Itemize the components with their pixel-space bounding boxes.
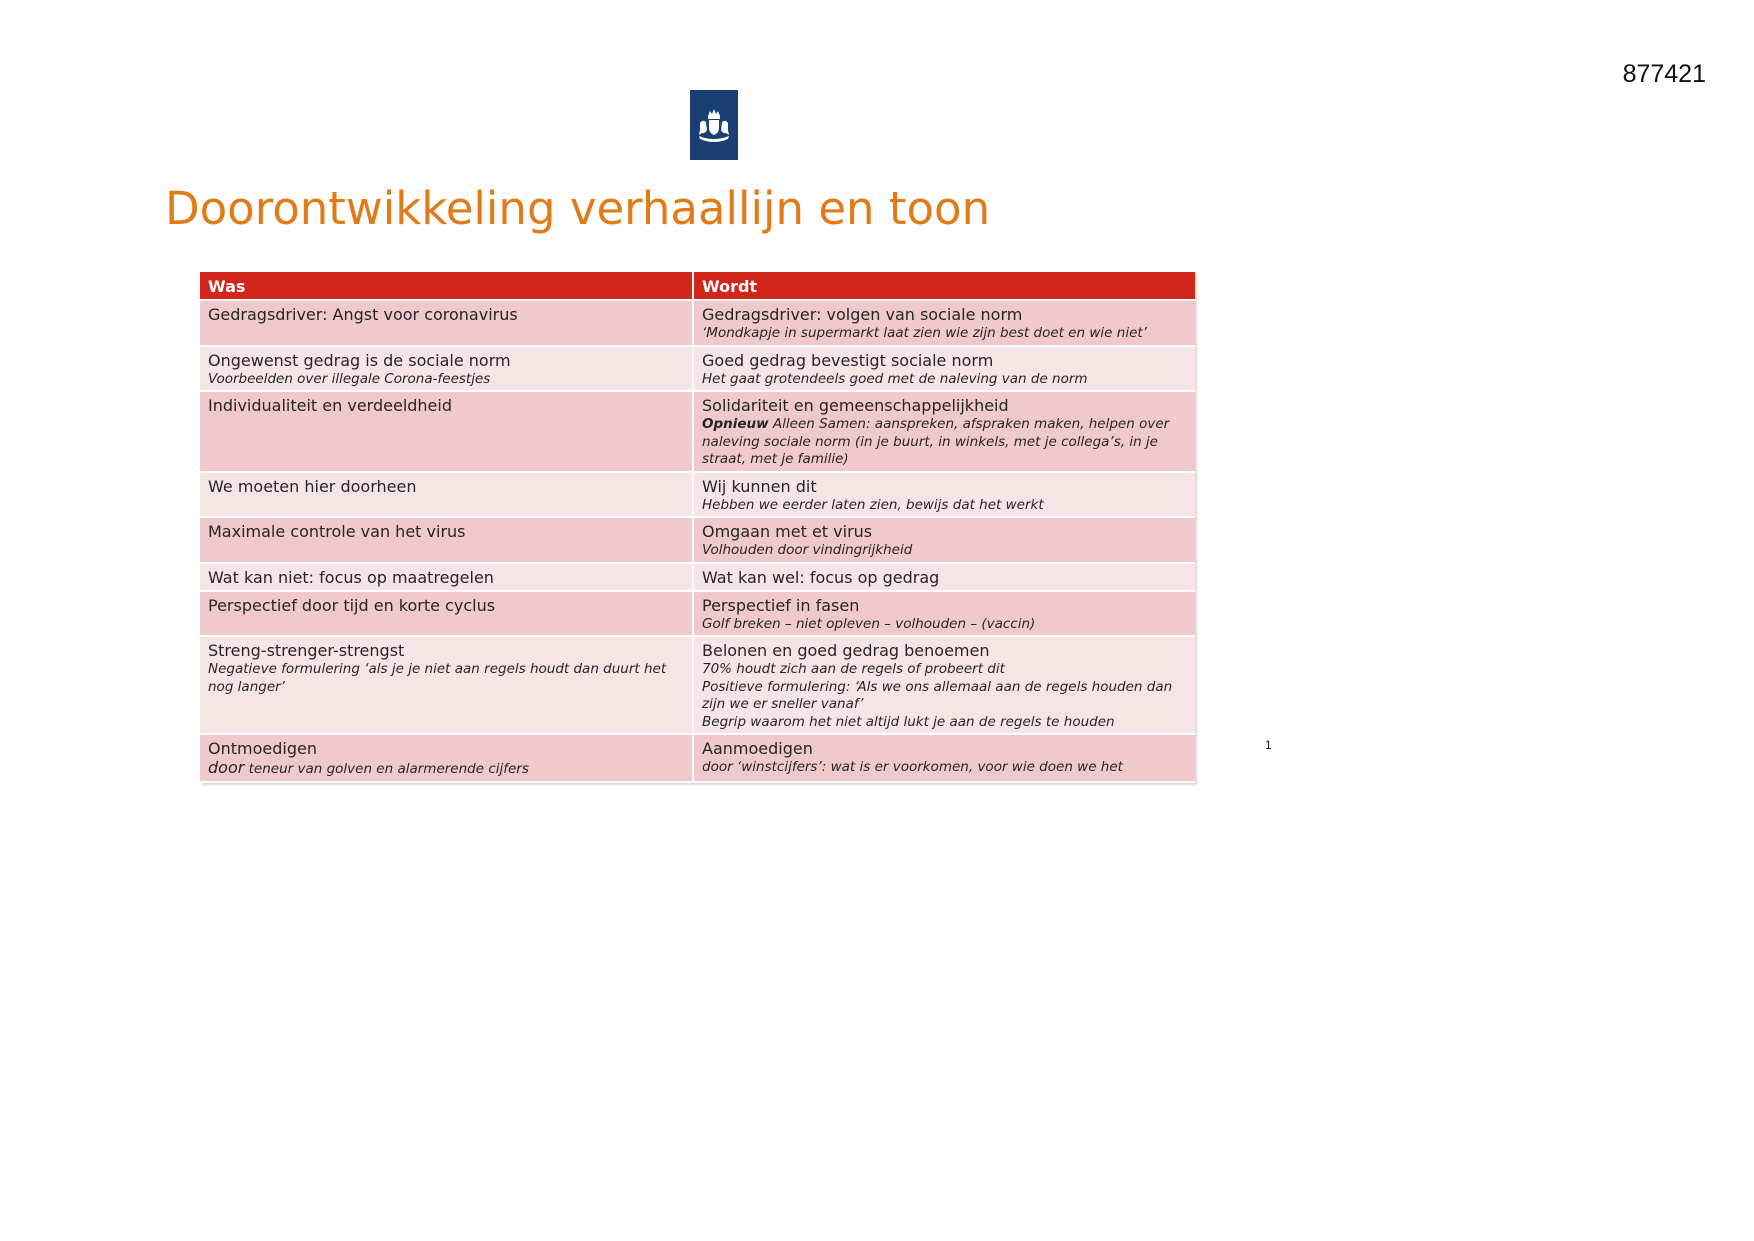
page-number: 1	[1265, 738, 1272, 752]
cell-wordt	[693, 563, 1195, 591]
cell-was	[200, 472, 693, 518]
cell-sub-text: Negatieve formulering ‘als je je niet aan regels houdt dan duurt het nog langer’	[208, 661, 667, 695]
cell-main-text: Ongewenst gedrag is de sociale norm	[208, 350, 511, 370]
cell-wordt	[693, 346, 1195, 392]
cell-wordt	[693, 472, 1195, 518]
table-row	[200, 563, 1195, 591]
header-wordt: Wordt	[693, 272, 1195, 300]
table-row	[200, 591, 1195, 637]
cell-sub-text: Volhouden door vindingrijkheid	[702, 542, 913, 558]
cell-main-text: Omgaan met et virus	[702, 522, 873, 541]
table-row	[200, 300, 1195, 346]
cell-main-text: Goed gedrag bevestigt sociale norm	[702, 350, 994, 370]
cell-sub-line: 70% houdt zich aan de regels of probeert dit	[702, 661, 1005, 677]
cell-main-text: Perspectief in fasen	[702, 595, 860, 615]
cell-main-text: Maximale controle van het virus	[208, 522, 466, 541]
cell-wordt	[693, 391, 1195, 472]
cell-sub-lead-text: door	[208, 758, 245, 777]
cell-was	[200, 391, 693, 472]
table-row	[200, 391, 1195, 472]
header-was: Was	[200, 272, 693, 300]
cell-main-text: Individualiteit en verdeeldheid	[208, 396, 452, 415]
cell-main-text: Solidariteit en gemeenschappelijkheid	[702, 396, 1009, 415]
cell-main-text: Wat kan niet: focus op maatregelen	[208, 567, 494, 587]
table-row	[200, 517, 1195, 563]
cell-wordt	[693, 591, 1195, 637]
document-id: 877421	[1622, 60, 1706, 88]
comparison-table	[200, 272, 1195, 783]
cell-was	[200, 591, 693, 637]
cell-main-text: Gedragsdriver: volgen van sociale norm	[702, 305, 1023, 324]
cell-main-text: We moeten hier doorheen	[208, 476, 417, 496]
cell-sub-text	[208, 759, 684, 779]
cell-sub-text	[702, 416, 1187, 469]
cell-sub-text: door ‘winstcijfers’: wat is er voorkomen, voor wie doen we het	[702, 759, 1123, 775]
cell-was	[200, 563, 693, 591]
cell-wordt	[693, 300, 1195, 346]
cell-sub-bold-text: Opnieuw	[702, 416, 769, 432]
page-title: Doorontwikkeling verhaallijn en toon	[165, 182, 991, 235]
cell-sub-text: Het gaat grotendeels goed met de naleving van de norm	[702, 370, 1088, 387]
rijksoverheid-coat-of-arms-icon	[690, 90, 738, 160]
cell-sub-text: ‘Mondkapje in supermarkt laat zien wie zijn best doet en wie niet’	[702, 325, 1147, 341]
cell-was	[200, 300, 693, 346]
cell-sub-text: Golf breken – niet opleven – volhouden – (vaccin)	[702, 615, 1036, 632]
cell-wordt	[693, 636, 1195, 734]
cell-main-text: Belonen en goed gedrag benoemen	[702, 641, 990, 660]
table-row	[200, 346, 1195, 392]
cell-sub-text: Hebben we eerder laten zien, bewijs dat het werkt	[702, 496, 1044, 513]
cell-main-text: Aanmoedigen	[702, 739, 813, 758]
cell-main-text: Wat kan wel: focus op gedrag	[702, 567, 940, 587]
cell-wordt	[693, 517, 1195, 563]
cell-main-text: Streng-strenger-strengst	[208, 641, 405, 660]
table-row	[200, 472, 1195, 518]
cell-sub-text: Voorbeelden over illegale Corona-feestjes	[208, 370, 491, 387]
cell-sub-rest-text: Alleen Samen: aanspreken, afspraken maken, helpen over naleving sociale norm (in je buurt, in winkels, met je collega’s, in je straat, met je familie)	[702, 416, 1170, 467]
cell-sub-rest-text: teneur van golven en alarmerende cijfers	[244, 761, 529, 777]
cell-was	[200, 346, 693, 392]
table-header-row	[200, 272, 1195, 300]
table-row	[200, 636, 1195, 734]
cell-was	[200, 517, 693, 563]
cell-wordt	[693, 734, 1195, 782]
cell-was	[200, 734, 693, 782]
cell-was	[200, 636, 693, 734]
cell-main-text: Gedragsdriver: Angst voor coronavirus	[208, 305, 518, 324]
cell-sub-text	[702, 661, 1187, 731]
table-row	[200, 734, 1195, 782]
cell-main-text: Ontmoedigen	[208, 739, 317, 758]
cell-sub-line: Begrip waarom het niet altijd lukt je aan de regels te houden	[702, 713, 1115, 730]
cell-main-text: Wij kunnen dit	[702, 476, 817, 496]
cell-sub-line: Positieve formulering: ‘Als we ons allemaal aan de regels houden dan zijn we er sneller vanaf’	[702, 678, 1173, 712]
cell-main-text: Perspectief door tijd en korte cyclus	[208, 595, 496, 615]
